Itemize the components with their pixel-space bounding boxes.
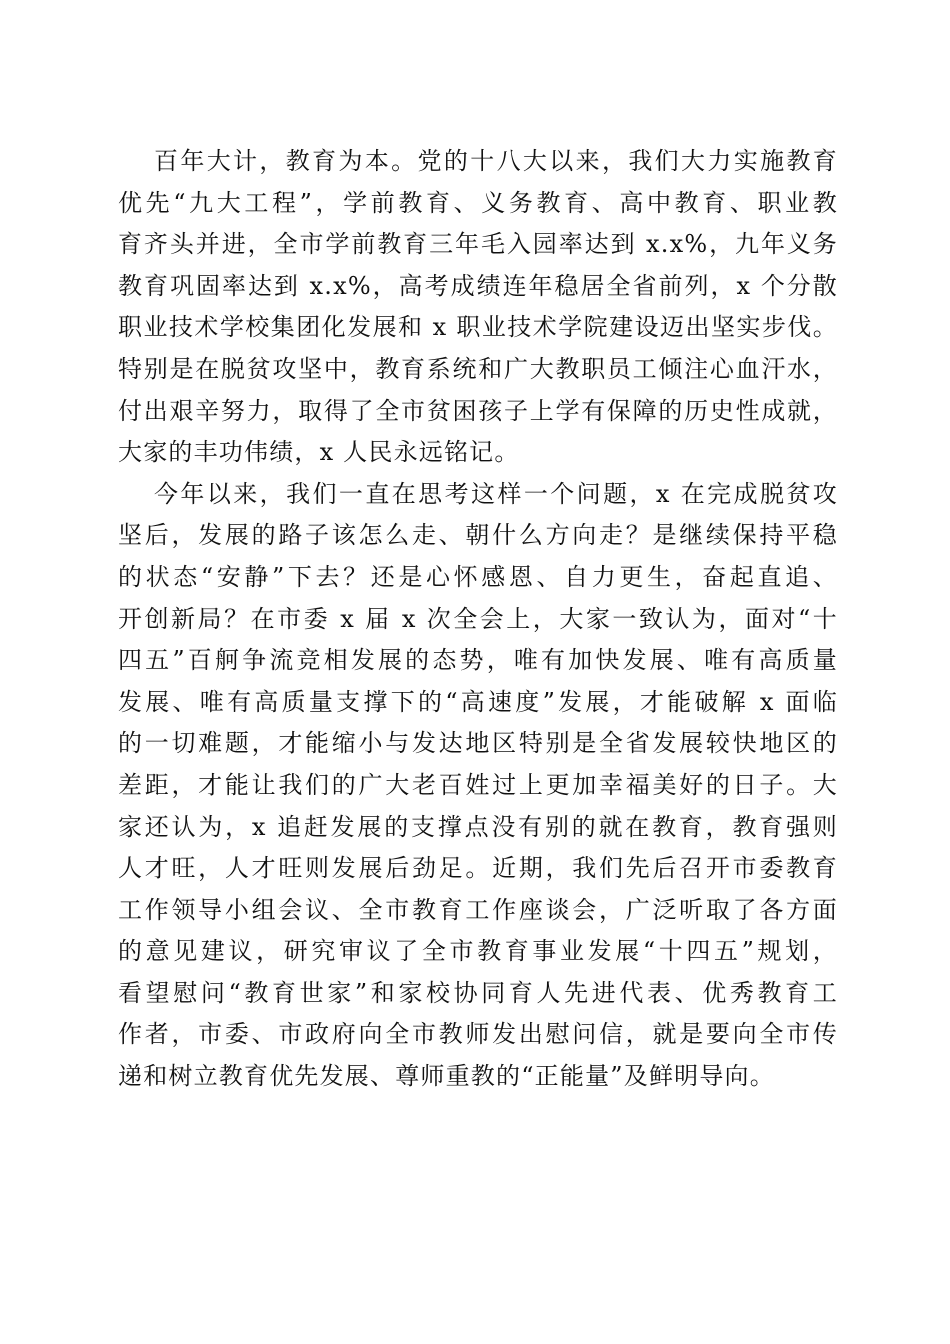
paragraph-line: 差距，才能让我们的广大老百姓过上更加幸福美好的日子。大	[118, 770, 838, 799]
paragraph-line: 特别是在脱贫攻坚中，教育系统和广大教职员工倾注心血汗水，	[118, 354, 838, 383]
paragraph-line: 优先“九大工程”，学前教育、义务教育、高中教育、职业教	[118, 188, 838, 217]
paragraph-line: 发展、唯有高质量支撑下的“高速度”发展，才能破解 x 面临	[118, 687, 838, 716]
paragraph-1	[118, 141, 838, 474]
paragraph-line: 坚后，发展的路子该怎么走、朝什么方向走？是继续保持平稳	[118, 521, 838, 550]
paragraph-line: 工作领导小组会议、全市教育工作座谈会，广泛听取了各方面	[118, 895, 838, 924]
paragraph-line: 职业技术学校集团化发展和 x 职业技术学院建设迈出坚实步伐。	[118, 313, 838, 342]
paragraph-line: 看望慰问“教育世家”和家校协同育人先进代表、优秀教育工	[118, 978, 838, 1007]
paragraph-line: 作者，市委、市政府向全市教师发出慰问信，就是要向全市传	[118, 1020, 838, 1049]
paragraph-line: 今年以来，我们一直在思考这样一个问题，x 在完成脱贫攻	[154, 479, 838, 508]
paragraph-line: 教育巩固率达到 x.x%，高考成绩连年稳居全省前列，x 个分散	[118, 271, 838, 300]
paragraph-line: 四五”百舸争流竞相发展的态势，唯有加快发展、唯有高质量	[118, 646, 838, 675]
paragraph-line: 的意见建议，研究审议了全市教育事业发展“十四五”规划，	[118, 937, 838, 966]
paragraph-line: 人才旺，人才旺则发展后劲足。近期，我们先后召开市委教育	[118, 854, 838, 883]
paragraph-line: 付出艰辛努力，取得了全市贫困孩子上学有保障的历史性成就，	[118, 396, 838, 425]
paragraph-line: 育齐头并进，全市学前教育三年毛入园率达到 x.x%，九年义务	[118, 230, 838, 259]
paragraph-line: 递和树立教育优先发展、尊师重教的“正能量”及鲜明导向。	[118, 1062, 775, 1091]
paragraph-line: 大家的丰功伟绩，x 人民永远铭记。	[118, 438, 520, 467]
paragraph-line: 的一切难题，才能缩小与发达地区特别是全省发展较快地区的	[118, 729, 838, 758]
document-body	[118, 141, 838, 1098]
paragraph-line: 的状态“安静”下去？还是心怀感恩、自力更生，奋起直追、	[118, 562, 838, 591]
paragraph-2	[118, 474, 838, 1098]
paragraph-line: 开创新局？在市委 x 届 x 次全会上，大家一致认为，面对“十	[118, 604, 838, 633]
paragraph-line: 百年大计，教育为本。党的十八大以来，我们大力实施教育	[154, 147, 838, 175]
paragraph-line: 家还认为，x 追赶发展的支撑点没有别的就在教育，教育强则	[118, 812, 838, 841]
